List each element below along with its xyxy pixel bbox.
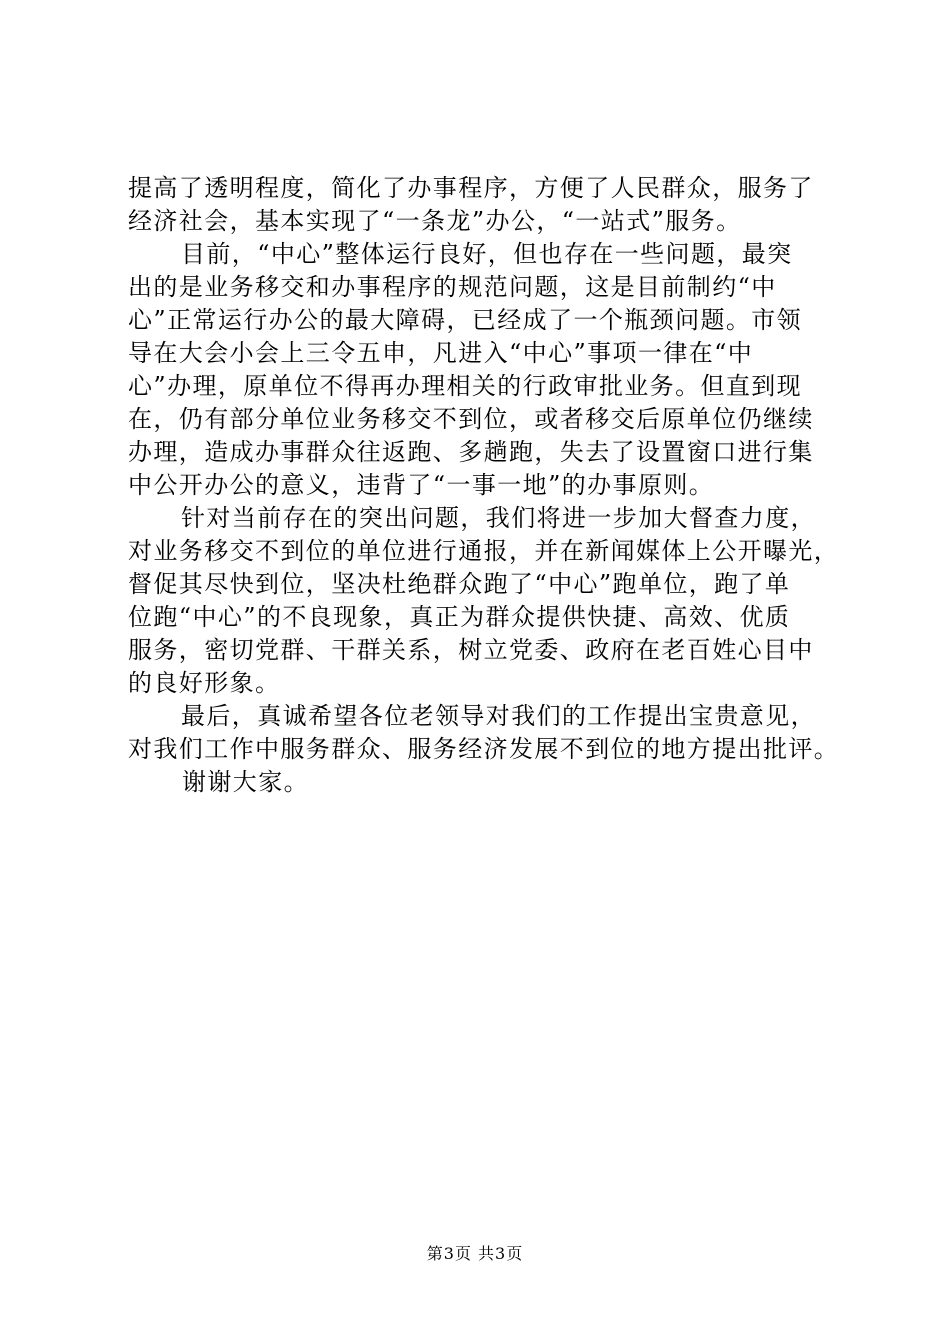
text-line: 在，仍有部分单位业务移交不到位，或者移交后原单位仍继续 [128, 405, 814, 433]
text-line: 位跑“中心”的不良现象，真正为群众提供快捷、高效、优质 [128, 603, 791, 631]
text-line: 提高了透明程度，简化了办事程序，方便了人民群众，服务了 [128, 174, 814, 202]
paragraph-start-line: 目前，“中心”整体运行良好，但也存在一些问题，最突 [181, 240, 793, 268]
text-line: 心”办理，原单位不得再办理相关的行政审批业务。但直到现 [128, 372, 803, 400]
text-line: 经济社会，基本实现了“一条龙”办公，“一站式”服务。 [128, 207, 742, 235]
text-line: 督促其尽快到位，坚决杜绝群众跑了“中心”跑单位，跑了单 [128, 570, 791, 598]
text-line: 出的是业务移交和办事程序的规范问题，这是目前制约“中 [128, 273, 777, 301]
text-line: 中公开办公的意义，违背了“一事一地”的办事原则。 [128, 471, 715, 499]
text-line: 心”正常运行办公的最大障碍，已经成了一个瓶颈问题。市领 [128, 306, 803, 334]
text-line: 办理，造成办事群众往返跑、多趟跑，失去了设置窗口进行集 [128, 438, 814, 466]
text-line: 对业务移交不到位的单位进行通报，并在新闻媒体上公开曝光， [128, 537, 840, 565]
paragraph-start-line: 针对当前存在的突出问题，我们将进一步加大督查力度， [181, 504, 816, 532]
document-body [128, 172, 840, 766]
page-number-footer: 第3页 共3页 [426, 1244, 524, 1263]
paragraph-start-line: 最后，真诚希望各位老领导对我们的工作提出宝贵意见， [181, 702, 816, 730]
text-line: 服务，密切党群、干群关系，树立党委、政府在老百姓心目中 [128, 636, 814, 664]
text-line: 对我们工作中服务群众、服务经济发展不到位的地方提出批评。 [128, 735, 840, 763]
text-line: 导在大会小会上三令五申，凡进入“中心”事项一律在“中 [128, 339, 754, 367]
text-line: 的良好形象。 [128, 669, 281, 697]
closing-remark: 谢谢大家。 [182, 768, 309, 796]
